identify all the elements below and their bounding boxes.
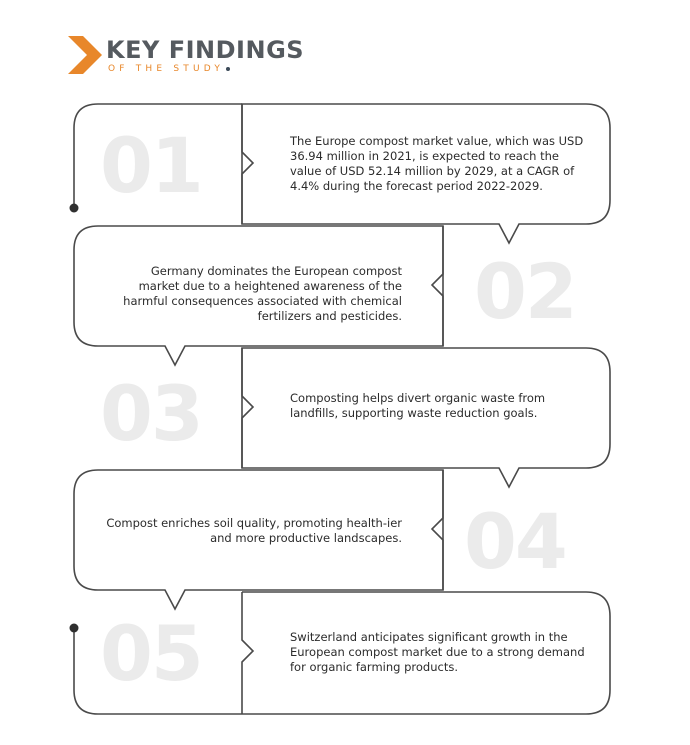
- page-title: KEY FINDINGS: [106, 36, 305, 64]
- finding-text-03: Composting helps divert organic waste from landfills, supporting waste reduction goals.: [290, 391, 546, 420]
- finding-number-03: 03: [100, 369, 202, 458]
- finding-number-01: 01: [100, 121, 202, 210]
- finding-number-04: 04: [464, 497, 566, 586]
- finding-number-02: 02: [474, 247, 576, 336]
- flow-end-dot: [70, 624, 79, 633]
- finding-number-05: 05: [100, 609, 202, 698]
- finding-text-02: Germany dominates the European compost market due to a heightened awareness of the harmful consequences associated with chemical fertilizers and pesticides.: [123, 264, 402, 323]
- page-subtitle: OF THE STUDY: [108, 64, 230, 74]
- finding-text-05: Switzerland anticipates significant growth in the European compost market due to a strong demand for organic farming products.: [290, 630, 585, 674]
- flow-start-dot: [70, 204, 79, 213]
- finding-text-01: The Europe compost market value, which was USD 36.94 million in 2021, is expected to reach the value of USD 52.14 million by 2029, at a CAGR of 4.4% during the forecast period 2022-2029.: [290, 134, 584, 193]
- finding-text-04: Compost enriches soil quality, promoting health-ier and more productive landscapes.: [106, 516, 402, 545]
